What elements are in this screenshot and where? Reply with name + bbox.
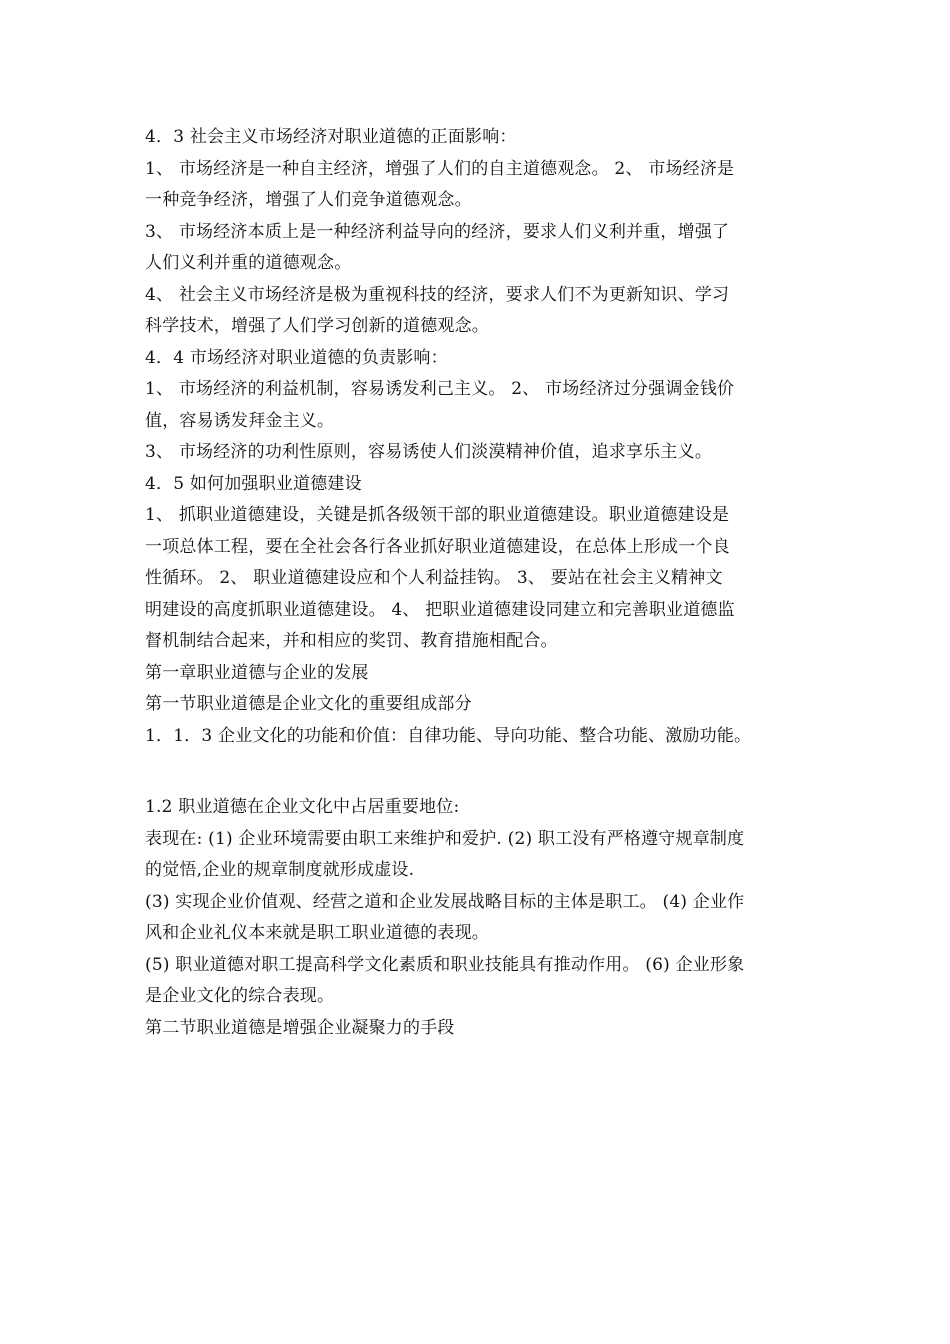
paragraph-line: 1．1．3 企业文化的功能和价值：自律功能、导向功能、整合功能、激励功能。 bbox=[145, 725, 752, 746]
paragraph-line: 4、 社会主义市场经济是极为重视科技的经济，要求人们不为更新知识、学习 bbox=[145, 284, 730, 305]
section-title: 第二节职业道德是增强企业凝聚力的手段 bbox=[145, 1017, 455, 1038]
paragraph-gap bbox=[145, 752, 825, 792]
chapter-title: 第一章职业道德与企业的发展 bbox=[145, 662, 369, 683]
heading-4-4: 4．4 市场经济对职业道德的负责影响： bbox=[145, 347, 448, 368]
paragraph-line: 风和企业礼仪本来就是职工职业道德的表现。 bbox=[145, 923, 489, 943]
paragraph-line: 科学技术，增强了人们学习创新的道德观念。 bbox=[145, 316, 489, 336]
paragraph-line: 3、 市场经济本质上是一种经济利益导向的经济，要求人们义利并重，增强了 bbox=[145, 221, 730, 242]
paragraph-line: 1、 市场经济的利益机制，容易诱发利己主义。 2、 市场经济过分强调金钱价 bbox=[145, 379, 735, 399]
paragraph-line: 一项总体工程，要在全社会各行各业抓好职业道德建设，在总体上形成一个良 bbox=[145, 536, 730, 557]
paragraph-line: 性循环。 2、 职业道德建设应和个人利益挂钩。 3、 要站在社会主义精神文 bbox=[145, 568, 723, 588]
heading-4-5: 4．5 如何加强职业道德建设 bbox=[145, 473, 362, 494]
paragraph-line: 明建设的高度抓职业道德建设。 4、 把职业道德建设同建立和完善职业道德监 bbox=[145, 599, 735, 620]
document-body bbox=[145, 122, 825, 1044]
paragraph-line: (3) 实现企业价值观、经营之道和企业发展战略目标的主体是职工。 (4) 企业作 bbox=[145, 891, 745, 912]
paragraph-line: 值，容易诱发拜金主义。 bbox=[145, 410, 335, 431]
paragraph-line: (5) 职业道德对职工提高科学文化素质和职业技能具有推动作用。 (6) 企业形象 bbox=[145, 954, 745, 975]
paragraph-line: 1、 市场经济是一种自主经济，增强了人们的自主道德观念。 2、 市场经济是 bbox=[145, 158, 735, 179]
paragraph-line: 3、 市场经济的功利性原则，容易诱使人们淡漠精神价值，追求享乐主义。 bbox=[145, 442, 713, 462]
heading-4-3: 4．3 社会主义市场经济对职业道德的正面影响： bbox=[145, 127, 517, 147]
paragraph-line: 人们义利并重的道德观念。 bbox=[145, 253, 352, 273]
paragraph-line: 1、 抓职业道德建设，关键是抓各级领干部的职业道德建设。职业道德建设是 bbox=[145, 505, 730, 525]
paragraph-line: 的觉悟,企业的规章制度就形成虚设. bbox=[145, 860, 415, 880]
heading-1-2: 1.2 职业道德在企业文化中占居重要地位: bbox=[145, 797, 460, 817]
paragraph-line: 是企业文化的综合表现。 bbox=[145, 986, 335, 1006]
section-title: 第一节职业道德是企业文化的重要组成部分 bbox=[145, 694, 472, 714]
paragraph-line: 一种竞争经济，增强了人们竞争道德观念。 bbox=[145, 190, 472, 210]
paragraph-line: 表现在: (1) 企业环境需要由职工来维护和爱护. (2) 职工没有严格遵守规章制度 bbox=[145, 828, 745, 849]
paragraph-line: 督机制结合起来，并和相应的奖罚、教育措施相配合。 bbox=[145, 631, 558, 651]
